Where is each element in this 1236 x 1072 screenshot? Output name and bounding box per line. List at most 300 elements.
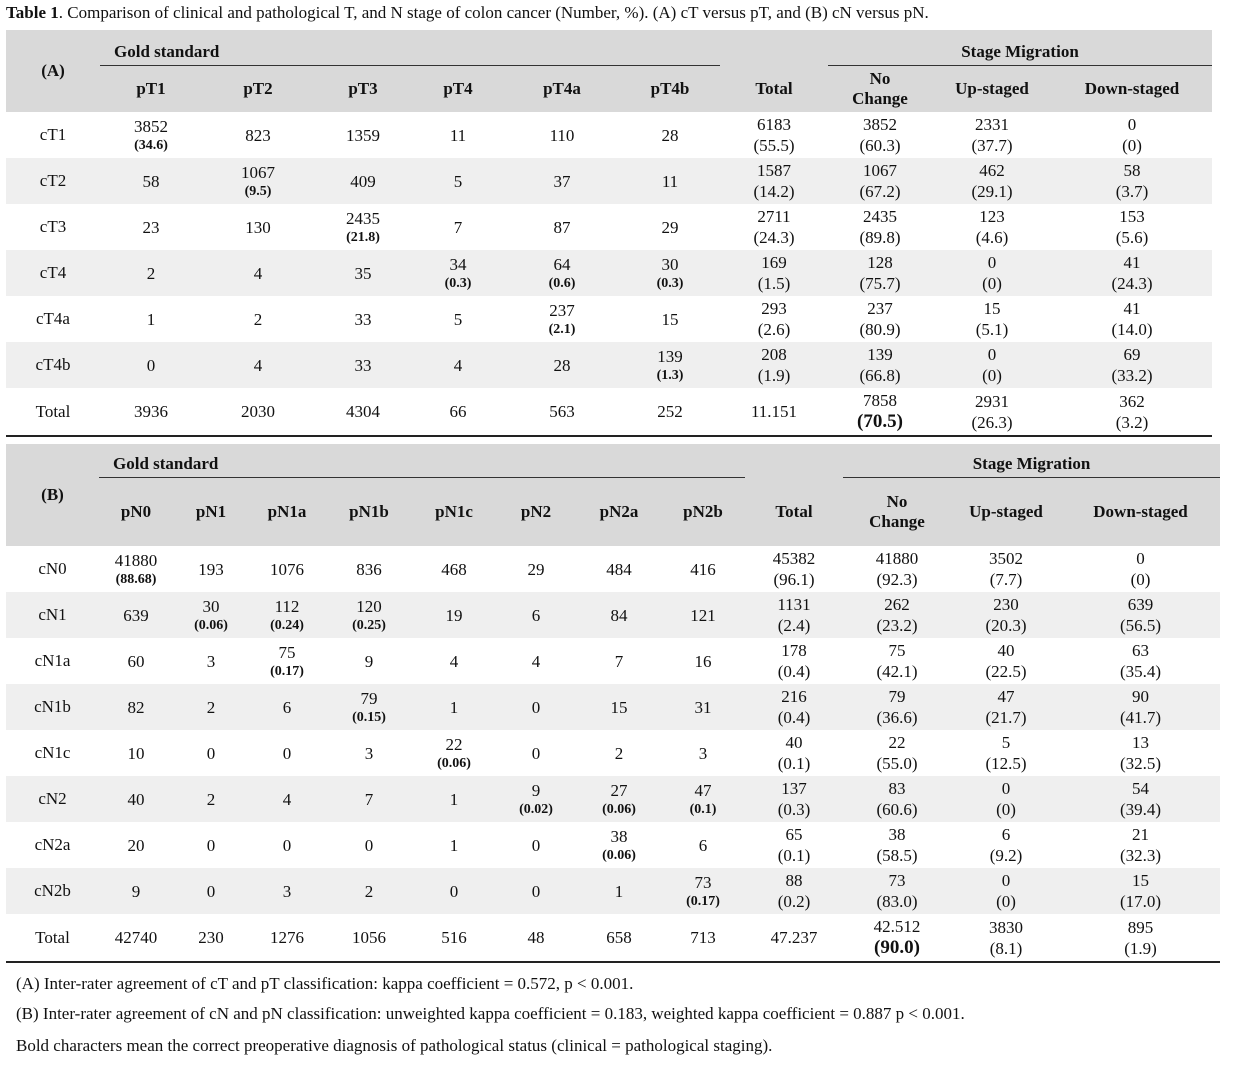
table-cell	[1052, 112, 1212, 158]
cell-value: 5	[453, 309, 463, 329]
cell-value: 33	[354, 355, 372, 375]
cell-percent: (9.5)	[244, 184, 272, 199]
cell-value: 7	[614, 651, 624, 671]
row-label: cN1c	[34, 743, 71, 762]
column-header-pn1: pN1	[173, 478, 249, 546]
cell-percent: (20.3)	[985, 616, 1027, 635]
column-header-pt1: pT1	[100, 66, 202, 112]
cell-percent: (0)	[982, 274, 1002, 293]
cell-percent: (67.2)	[859, 182, 901, 201]
cell-value: 79	[888, 687, 906, 706]
cell-percent: (0)	[996, 892, 1016, 911]
note-bold-meaning: Bold characters mean the correct preoperative diagnosis of pathological status (clinical = pathological staging).	[16, 1036, 773, 1055]
cell-value: 639	[1127, 595, 1154, 614]
cell-value: 15	[1132, 871, 1149, 890]
table-cell	[412, 158, 504, 204]
cell-value: 4	[453, 355, 463, 375]
cell-percent: (75.7)	[859, 274, 901, 293]
table-b	[6, 444, 1220, 963]
section-label: (B)	[6, 444, 99, 546]
cell-percent: (2.6)	[757, 320, 791, 339]
cell-value: 0	[449, 881, 459, 901]
table-cell	[1052, 250, 1212, 296]
table-cell	[202, 388, 314, 436]
column-header-pn1b: pN1b	[325, 478, 413, 546]
cell-percent: (0.1)	[777, 846, 811, 865]
table-cell	[413, 638, 495, 684]
cell-value: 5	[1001, 733, 1011, 752]
table-cell	[932, 342, 1052, 388]
table-cell	[504, 204, 620, 250]
cell-percent: (7.7)	[989, 570, 1023, 589]
cell-value: 262	[884, 595, 910, 614]
table-cell	[99, 592, 173, 638]
cell-value: 137	[781, 779, 807, 798]
cell-value: 0	[987, 345, 997, 364]
stage-migration-label: Stage Migration	[828, 42, 1212, 66]
table-cell	[325, 684, 413, 730]
cell-value: 230	[993, 595, 1019, 614]
cell-value: 0	[531, 697, 541, 717]
table-cell	[413, 592, 495, 638]
cell-value: 29	[661, 217, 679, 237]
row-label: cN2a	[34, 835, 71, 854]
cell-percent: (0.3)	[656, 276, 684, 291]
cell-value: 4	[253, 355, 263, 375]
cell-value: 6	[531, 605, 541, 625]
cell-value: 1276	[270, 928, 304, 947]
table-cell	[577, 914, 661, 962]
table-cell	[249, 592, 325, 638]
gold-standard-header	[100, 30, 720, 66]
cell-value: 65	[785, 825, 803, 844]
cell-value: 82	[127, 697, 145, 717]
gold-standard-label: Gold standard	[99, 454, 745, 478]
table-cell	[932, 296, 1052, 342]
table-cell	[412, 296, 504, 342]
cell-percent: (0.1)	[689, 802, 717, 817]
table-cell	[843, 638, 951, 684]
cell-percent: (0.2)	[777, 892, 811, 911]
cell-value: 2435	[863, 207, 897, 226]
cell-percent: (70.5)	[857, 411, 903, 432]
cell-value: 27	[610, 781, 628, 800]
caption-text: . Comparison of clinical and pathological T, and N stage of colon cancer (Number, %). (A) cT versus pT, and (B) cN versus pN.	[58, 3, 929, 22]
table-cell	[620, 204, 720, 250]
cell-value: 0	[364, 835, 374, 855]
table-cell	[202, 296, 314, 342]
table-cell	[951, 868, 1061, 914]
table-row	[6, 112, 1212, 158]
cell-value: 28	[553, 355, 571, 375]
table-cell	[661, 868, 745, 914]
cell-value: 0	[282, 835, 292, 855]
cell-value: 6	[282, 697, 292, 717]
table-cell	[504, 112, 620, 158]
cell-value: 409	[350, 171, 376, 191]
table-cell	[100, 388, 202, 436]
table-cell	[620, 250, 720, 296]
cell-percent: (21.8)	[346, 230, 380, 245]
table-cell	[413, 684, 495, 730]
column-header-no-change: No Change	[828, 66, 932, 112]
cell-value: 0	[1001, 779, 1011, 798]
table-cell	[504, 388, 620, 436]
table-cell	[325, 776, 413, 822]
cell-value: 3830	[989, 917, 1023, 937]
cell-value: 58	[142, 171, 160, 191]
cell-percent: (0)	[1122, 136, 1142, 155]
cell-value: 75	[888, 641, 906, 660]
cell-value: 2711	[757, 207, 791, 226]
cell-percent: (60.3)	[859, 136, 901, 155]
table-cell	[173, 730, 249, 776]
table-row	[6, 684, 1220, 730]
table-cell	[325, 638, 413, 684]
cell-percent: (36.6)	[876, 708, 918, 727]
cell-value: 13	[1132, 733, 1149, 752]
table-cell	[1061, 638, 1220, 684]
row-label: cN2	[6, 776, 99, 822]
cell-value: 416	[690, 559, 716, 579]
table-cell	[745, 684, 843, 730]
cell-value: 47	[997, 687, 1015, 706]
table-cell	[413, 914, 495, 962]
cell-value: 47	[694, 781, 712, 800]
cell-percent: (32.3)	[1119, 846, 1162, 865]
table-cell	[1052, 204, 1212, 250]
table-cell	[951, 730, 1061, 776]
cell-value: 15	[983, 299, 1001, 318]
cell-percent: (0.06)	[602, 802, 636, 817]
table-cell	[1052, 296, 1212, 342]
table-cell	[173, 822, 249, 868]
cell-value: 1359	[346, 125, 380, 145]
table-cell	[412, 342, 504, 388]
row-label: cN1a	[34, 651, 71, 670]
cell-value: 0	[146, 355, 156, 375]
table-cell	[325, 914, 413, 962]
table-row	[6, 296, 1212, 342]
table-cell	[325, 730, 413, 776]
row-label: cN1	[6, 592, 99, 638]
cell-value: 29	[527, 559, 545, 579]
row-label: cT4b	[6, 342, 100, 388]
cell-value: 208	[761, 345, 787, 364]
stage-migration-header	[843, 444, 1220, 478]
table-cell	[99, 822, 173, 868]
cell-value: 40	[785, 733, 803, 752]
table-cell	[249, 776, 325, 822]
table-cell	[314, 204, 412, 250]
cell-percent: (66.8)	[859, 366, 901, 385]
table-row	[6, 342, 1212, 388]
cell-value: 2435	[346, 209, 380, 228]
table-row	[6, 914, 1220, 962]
cell-percent: (90.0)	[874, 937, 920, 958]
column-header-pt4: pT4	[412, 66, 504, 112]
note-a: (A) Inter-rater agreement of cT and pT classification: kappa coefficient = 0.572, p < 0.001.	[16, 974, 634, 993]
cell-percent: (3.2)	[1115, 412, 1149, 432]
cell-value: 230	[198, 928, 224, 947]
cell-value: 2	[253, 309, 263, 329]
table-cell	[720, 388, 828, 436]
cell-value: 639	[123, 605, 149, 625]
cell-percent: (5.1)	[975, 320, 1009, 339]
cell-value: 35	[354, 263, 372, 283]
cell-value: 0	[1136, 549, 1145, 568]
cell-percent: (14.2)	[753, 182, 795, 201]
table-cell	[661, 730, 745, 776]
table-cell	[314, 296, 412, 342]
table-row	[6, 158, 1212, 204]
cell-percent: (23.2)	[876, 616, 918, 635]
table-cell	[843, 592, 951, 638]
row-label: cT2	[6, 158, 100, 204]
cell-value: 1076	[270, 559, 304, 579]
table-cell	[745, 638, 843, 684]
table-cell	[745, 730, 843, 776]
table-cell	[661, 822, 745, 868]
cell-value: 41880	[875, 549, 919, 568]
table-cell	[661, 684, 745, 730]
cell-percent: (5.6)	[1115, 228, 1149, 247]
table-cell	[577, 546, 661, 592]
cell-value: 1056	[352, 928, 386, 947]
row-label: cN2b	[6, 868, 99, 914]
table-cell	[100, 112, 202, 158]
cell-value: 58	[1123, 161, 1141, 180]
table-cell	[325, 546, 413, 592]
cell-value: 895	[1127, 917, 1154, 937]
cell-percent: (0.06)	[602, 848, 636, 863]
table-cell	[843, 868, 951, 914]
cell-percent: (0.15)	[352, 710, 386, 725]
cell-percent: (0)	[1130, 570, 1151, 589]
cell-value: 2	[364, 881, 374, 901]
cell-percent: (96.1)	[773, 570, 815, 589]
cell-value: 83	[888, 779, 906, 798]
table-cell	[249, 684, 325, 730]
table-cell	[99, 684, 173, 730]
cell-percent: (0.3)	[444, 276, 472, 291]
table-row	[6, 776, 1220, 822]
cell-value: 6183	[757, 115, 791, 134]
table-cell	[843, 684, 951, 730]
cell-percent: (0.25)	[352, 618, 386, 633]
cell-value: 2331	[975, 115, 1009, 134]
cell-value: 169	[761, 253, 787, 272]
table-cell	[843, 730, 951, 776]
row-label: Total	[6, 388, 100, 436]
cell-value: 0	[987, 253, 997, 272]
cell-percent: (33.2)	[1111, 366, 1153, 385]
cell-value: 42740	[114, 928, 158, 947]
table-cell	[1061, 592, 1220, 638]
cell-value: 4304	[346, 402, 380, 421]
cell-percent: (56.5)	[1119, 616, 1162, 635]
cell-percent: (80.9)	[859, 320, 901, 339]
column-header-pt3: pT3	[314, 66, 412, 112]
table-cell	[843, 914, 951, 962]
table-cell	[932, 388, 1052, 436]
cell-value: 9	[364, 651, 374, 671]
table-cell	[504, 250, 620, 296]
cell-percent: (8.1)	[989, 938, 1023, 958]
table-row	[6, 250, 1212, 296]
cell-percent: (1.3)	[656, 368, 684, 383]
cell-value: 1	[449, 789, 459, 809]
cell-percent: (1.5)	[757, 274, 791, 293]
cell-percent: (17.0)	[1119, 892, 1162, 911]
table-cell	[314, 158, 412, 204]
table-cell	[99, 914, 173, 962]
table-cell	[495, 638, 577, 684]
cell-value: 40	[127, 789, 145, 809]
cell-value: 3	[206, 651, 216, 671]
table-cell	[843, 776, 951, 822]
column-header-up-staged: Up-staged	[932, 66, 1052, 112]
table-cell	[951, 914, 1061, 962]
table-cell	[1052, 158, 1212, 204]
table-cell	[495, 592, 577, 638]
table-cell	[951, 684, 1061, 730]
table-cell	[99, 776, 173, 822]
table-cell	[495, 914, 577, 962]
cell-percent: (0.24)	[270, 618, 304, 633]
cell-value: 836	[356, 559, 382, 579]
table-cell	[1061, 822, 1220, 868]
stage-migration-label: Stage Migration	[843, 454, 1220, 478]
table-cell	[620, 158, 720, 204]
table-cell	[1052, 342, 1212, 388]
gold-standard-header	[99, 444, 745, 478]
table-cell	[745, 776, 843, 822]
cell-percent: (0.4)	[777, 708, 811, 727]
table-cell	[314, 112, 412, 158]
table-a	[6, 30, 1212, 437]
cell-value: 11	[661, 171, 679, 191]
table-row	[6, 822, 1220, 868]
table-cell	[828, 388, 932, 436]
cell-value: 41	[1123, 253, 1141, 272]
cell-value: 0	[531, 835, 541, 855]
cell-value: 0	[282, 743, 292, 763]
table-cell	[99, 868, 173, 914]
cell-value: 139	[657, 347, 683, 366]
table-cell	[661, 638, 745, 684]
cell-value: 3852	[863, 115, 897, 134]
cell-percent: (24.3)	[1111, 274, 1153, 293]
cell-value: 4	[531, 651, 541, 671]
table-cell	[577, 730, 661, 776]
cell-value: 3	[282, 881, 292, 901]
table-cell	[495, 868, 577, 914]
table-cell	[412, 204, 504, 250]
table-cell	[249, 822, 325, 868]
table-cell	[661, 592, 745, 638]
table-cell	[413, 868, 495, 914]
table-cell	[100, 204, 202, 250]
cell-value: 48	[527, 928, 545, 947]
cell-value: 90	[1132, 687, 1149, 706]
column-header-pn0: pN0	[99, 478, 173, 546]
table-cell	[745, 914, 843, 962]
table-cell	[720, 296, 828, 342]
cell-value: 658	[606, 928, 632, 947]
cell-percent: (55.0)	[876, 754, 918, 773]
cell-percent: (22.5)	[985, 662, 1027, 681]
note-b: (B) Inter-rater agreement of cN and pN classification: unweighted kappa coefficient = 0.183, weighted kappa coefficient = 0.887 p < 0.001.	[16, 1004, 965, 1023]
cell-value: 37	[553, 171, 571, 191]
table-cell	[661, 776, 745, 822]
cell-percent: (4.6)	[975, 228, 1009, 247]
cell-value: 7858	[863, 391, 897, 410]
cell-value: 16	[694, 651, 712, 671]
row-label: cN0	[38, 559, 67, 578]
cell-value: 120	[356, 597, 382, 616]
table-cell	[828, 112, 932, 158]
cell-value: 31	[694, 697, 712, 717]
cell-percent: (83.0)	[876, 892, 918, 911]
table-cell	[661, 914, 745, 962]
table-cell	[745, 822, 843, 868]
cell-value: 6	[1001, 825, 1011, 844]
cell-percent: (14.0)	[1111, 320, 1153, 339]
table-cell	[577, 868, 661, 914]
table-cell	[951, 546, 1061, 592]
table-cell	[173, 592, 249, 638]
cell-value: 11	[449, 125, 467, 145]
cell-percent: (0.06)	[437, 756, 471, 771]
cell-value: 79	[360, 689, 378, 708]
cell-value: 153	[1119, 207, 1145, 226]
table-row	[6, 638, 1220, 684]
table-cell	[202, 112, 314, 158]
table-cell	[577, 822, 661, 868]
table-row	[6, 592, 1220, 638]
table-cell	[325, 822, 413, 868]
cell-value: 3	[364, 743, 374, 763]
table-cell	[325, 868, 413, 914]
table-cell	[314, 342, 412, 388]
cell-value: 178	[781, 641, 807, 660]
cell-percent: (21.7)	[985, 708, 1027, 727]
table-cell	[495, 730, 577, 776]
table-cell	[951, 776, 1061, 822]
cell-value: 41880	[114, 551, 158, 570]
section-label: (A)	[6, 30, 100, 112]
row-label: cN1b	[6, 684, 99, 730]
cell-value: 34	[449, 255, 467, 274]
cell-percent: (1.9)	[1124, 938, 1157, 958]
table-cell	[173, 868, 249, 914]
cell-value: 0	[206, 743, 216, 763]
cell-value: 121	[690, 605, 716, 625]
row-label: cT1	[39, 125, 67, 144]
cell-value: 28	[661, 125, 679, 145]
table-cell	[249, 868, 325, 914]
cell-value: 2	[206, 789, 216, 809]
caption-label: Table 1	[6, 3, 59, 22]
cell-value: 63	[1132, 641, 1149, 660]
cell-percent: (55.5)	[753, 136, 795, 155]
cell-value: 1587	[757, 161, 791, 180]
cell-value: 40	[997, 641, 1015, 660]
cell-value: 252	[657, 402, 683, 421]
cell-value: 0	[1127, 115, 1137, 134]
table-cell	[932, 158, 1052, 204]
